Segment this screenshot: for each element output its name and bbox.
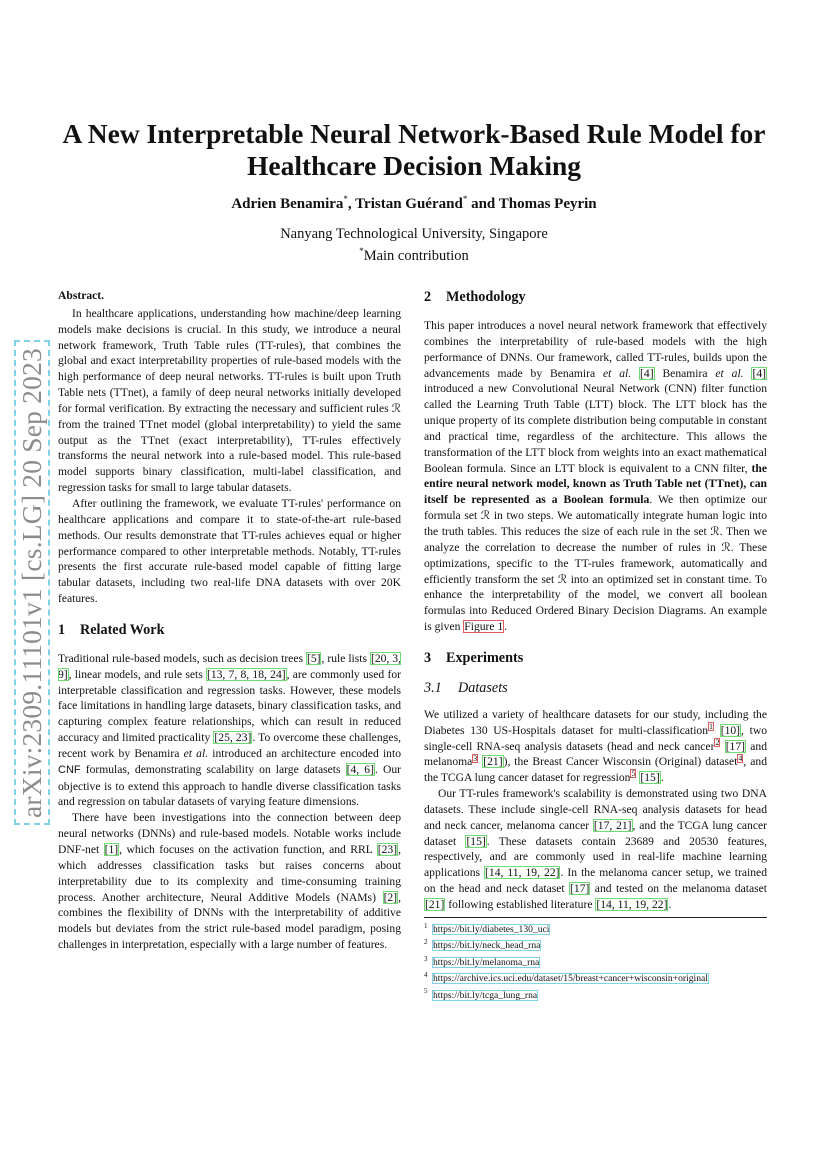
text-run: following established literature xyxy=(445,898,596,911)
footnote-link[interactable]: 5 xyxy=(631,769,636,779)
citation-link[interactable]: [5] xyxy=(306,651,321,665)
text-run: . Our objective is to extend this approach to handle diverse classification tasks and regression on tabular datasets of varying feature dimensions. xyxy=(58,762,401,809)
footnote-url-link[interactable]: https://bit.ly/neck_head_rna xyxy=(433,940,541,952)
text-run: There have been investigations into the connection between deep neural networks (DNNs) and rule-based models. Notable works include DNF-net xyxy=(58,811,401,856)
text-run: . These datasets contain 23689 and 20530 features, respectively, and are commonly used in real-life machine learning applications xyxy=(424,834,767,880)
body-paragraph xyxy=(424,786,767,913)
text-run: . xyxy=(668,898,672,911)
footnote-number: 2 xyxy=(424,938,428,947)
author-separator: and xyxy=(467,196,499,212)
section-title: Methodology xyxy=(446,289,526,305)
footnote-link[interactable]: 2 xyxy=(715,737,720,747)
body-paragraph xyxy=(58,651,401,810)
text-run: ), the Breast Cancer Wisconsin (Original) dataset xyxy=(503,755,738,769)
text-run: Benamira xyxy=(654,366,716,380)
footnote-url-link[interactable]: https://archive.ics.uci.edu/dataset/15/breast+cancer+wisconsin+original xyxy=(433,973,708,985)
text-run: CNF xyxy=(58,763,81,776)
footnote-link[interactable]: 3 xyxy=(473,753,478,763)
footnotes xyxy=(424,917,767,1002)
subsection-title: Datasets xyxy=(458,679,508,696)
text-run: et al. xyxy=(183,746,209,760)
footnote xyxy=(424,969,767,985)
text-run: Traditional rule-based models, such as decision trees xyxy=(58,651,306,665)
text-run: We utilized a variety of healthcare datasets for our study, including the Diabetes 130 US-Hospitals dataset for multi-classification xyxy=(424,707,767,737)
contribution-note-text: Main contribution xyxy=(363,247,469,264)
text-run: introduced an architecture encoded into xyxy=(208,746,401,760)
text-run: Our TT-rules framework's scalability is demonstrated using two DNA datasets. These include single-cell RNA-seq analysis datasets for head and neck cancer, melanoma cancer xyxy=(424,787,767,832)
section-title: Related Work xyxy=(80,621,165,638)
citation-link[interactable]: [4] xyxy=(640,366,654,380)
text-run: et al. xyxy=(715,366,744,380)
figure-link[interactable]: Figure 1 xyxy=(464,620,504,634)
subsection-heading-datasets xyxy=(424,679,767,697)
text-run: , which focuses on the activation function, and RRL xyxy=(119,843,377,856)
footnote-link[interactable]: 4 xyxy=(738,753,743,763)
citation-link[interactable]: [14, 11, 19, 22] xyxy=(485,866,560,880)
footnote-number: 4 xyxy=(424,971,428,980)
citation-link[interactable]: [4, 6] xyxy=(346,762,374,776)
text-run: . xyxy=(660,771,664,785)
footnote-link[interactable]: 1 xyxy=(709,721,714,731)
contribution-mark: * xyxy=(343,194,348,204)
citation-link[interactable]: [17, 21] xyxy=(593,818,632,832)
footnote xyxy=(424,985,767,1001)
citation-link[interactable]: [4] xyxy=(752,366,766,380)
body-paragraph xyxy=(424,707,767,786)
text-run: , two single-cell RNA-seq analysis datasets (head and neck cancer xyxy=(424,723,768,753)
subsection-number: 3.1 xyxy=(424,679,442,696)
citation-link[interactable]: [2] xyxy=(383,890,398,904)
text-run: , and the TCGA lung cancer dataset xyxy=(424,818,767,848)
contribution-mark: * xyxy=(359,246,364,256)
text-run: and tested on the melanoma dataset xyxy=(590,882,767,896)
citation-link[interactable]: [20, 3, 9] xyxy=(58,651,401,681)
contribution-mark: * xyxy=(462,194,468,204)
author-list xyxy=(0,194,828,213)
footnote-number: 5 xyxy=(424,987,428,996)
citation-link[interactable]: [17] xyxy=(725,739,746,753)
text-run: , rule lists xyxy=(321,651,370,665)
text-run: , combines the flexibility of DNNs with the interpretability of additive models but deviates from the strict rule-based model paradigm, posing challenges in interpretation, especially with a large number of features. xyxy=(58,890,401,952)
footnote-number: 3 xyxy=(424,954,428,963)
footnote-url-link[interactable]: https://bit.ly/tcga_lung_rna xyxy=(433,989,538,1001)
text-run: . To overcome these challenges, recent work by Benamira xyxy=(58,731,401,760)
citation-link[interactable]: [15] xyxy=(640,771,660,785)
footnote xyxy=(424,953,767,969)
section-heading-related-work xyxy=(58,621,401,639)
abstract-paragraph: In healthcare applications, understanding how machine/deep learning models make decisions is crucial. In this study, we introduce a neural network framework, Truth Table rules (TT-rules), that combines the global and exact interpretability properties of rule-based models with the high performance of deep neural networks. TT-rules is built upon Truth Table nets (TTnet), a family of deep neural networks initially developed for formal verification. By extracting the necessary and sufficient rules ℛ from the trained TTnet model (global interpretability) to yield the same output as the TTnet (exact interpretability), TT-rules effectively transforms the neural network into a rule-based model. This rule-based model supports binary classification, multi-label classification, and regression tasks for small to large tabular datasets. xyxy=(58,306,401,495)
paper-title: A New Interpretable Neural Network-Based Rule Model for Healthcare Decision Making xyxy=(62,118,766,181)
right-column xyxy=(424,288,767,1002)
text-run: , are commonly used for interpretable classification and regression tasks. However, these models face limitations in handling large datasets, binary classification tasks, and capturing complex feature relationships, which can result in reduced accuracy and limited practicality xyxy=(58,667,401,745)
footnote xyxy=(424,920,767,936)
text-run: et al. xyxy=(602,366,632,380)
citation-link[interactable]: [14, 11, 19, 22] xyxy=(596,898,668,911)
citation-link[interactable]: [23] xyxy=(377,843,398,856)
section-number: 3 xyxy=(424,649,432,666)
section-heading-experiments xyxy=(424,649,767,667)
citation-link[interactable]: [1] xyxy=(104,843,119,856)
citation-link[interactable]: [15] xyxy=(466,834,486,848)
institution: Nanyang Technological University, Singapore xyxy=(280,226,548,242)
text-run: and melanoma xyxy=(424,739,767,769)
author-separator: , xyxy=(347,196,356,212)
citation-link[interactable]: [21] xyxy=(483,755,503,769)
abstract-heading: Abstract. xyxy=(58,289,105,302)
footnote-url-link[interactable]: https://bit.ly/diabetes_130_uci xyxy=(433,924,550,936)
text-run: , which addresses classification tasks but raises concerns about interpretability due to its complexity and time-consuming training process. Another architecture, Neural Additive Models (NAMs) xyxy=(58,843,401,904)
section-number: 1 xyxy=(58,621,66,638)
footnote-url-link[interactable]: https://bit.ly/melanoma_rna xyxy=(433,956,540,968)
text-run: . In the melanoma cancer setup, we trained on the head and neck dataset xyxy=(424,866,767,896)
arxiv-identifier-stamp[interactable] xyxy=(14,340,50,825)
footnote-number: 1 xyxy=(424,921,428,930)
text-run: formulas, demonstrating scalability on large datasets xyxy=(80,762,346,776)
abstract-paragraph: After outlining the framework, we evaluate TT-rules' performance on healthcare applications and compare it to state-of-the-art rule-based methods. Our results demonstrate that TT-rules achieves equal or higher performance compared to other interpretable methods. Notably, TT-rules presents the first accurate rule-based model capable of fitting large tabular datasets, including two real-life DNA datasets with over 20K features. xyxy=(58,496,401,606)
text-run: . We then optimize our formula set ℛ in two steps. We automatically integrate human logic into the truth tables. This reduces the size of each rule in the set ℛ. Then we analyze the correlation to decrease the number of rules in ℛ. These optimizations, specific to the TT-rules framework, automatically and efficiently transform the set ℛ into an optimized set in constant time. To enhance the interpretability of the model, we convert all boolean formulas into Reduced Ordered Binary Decision Diagrams. An example is given xyxy=(424,493,767,634)
section-heading-methodology xyxy=(424,288,767,306)
contribution-note xyxy=(0,243,828,265)
section-number: 2 xyxy=(424,289,432,305)
citation-link[interactable]: [13, 7, 8, 18, 24] xyxy=(206,667,286,681)
left-column xyxy=(58,288,401,953)
citation-link[interactable]: [17] xyxy=(570,882,590,896)
affiliation xyxy=(0,226,828,265)
citation-link[interactable]: [10] xyxy=(720,723,741,737)
footnote xyxy=(424,936,767,952)
citation-link[interactable]: [25, 23] xyxy=(214,731,252,745)
body-paragraph xyxy=(58,810,401,953)
citation-link[interactable]: [21] xyxy=(425,898,445,911)
text-run: This paper introduces a novel neural network framework that effectively combines the interpretability of rule-based models with the high performance of DNNs. Our framework, called TT-rules, builds upon the advancements made by Benamira xyxy=(424,319,767,380)
author-name: Adrien Benamira xyxy=(231,196,344,212)
arxiv-identifier[interactable]: arXiv:2309.11101v1 [cs.LG] 20 Sep 2023 xyxy=(16,347,47,818)
body-paragraph xyxy=(424,318,767,635)
section-title: Experiments xyxy=(446,649,524,666)
text-run: , linear models, and rule sets xyxy=(68,667,206,681)
text-run: introduced a new Convolutional Neural Network (CNN) filter function called the Learning Truth Table (LTT) block. The LTT block has the unique property of its complete distribution being computable in constant and practical time, regardless of the architecture. This allows the transformation of the LTT block from weights into an exact mathematical Boolean formula. Since an LTT block is equivalent to a CNN filter, xyxy=(424,382,767,475)
author-name: Tristan Guérand xyxy=(355,196,463,212)
text-run: , and the TCGA lung cancer dataset for regression xyxy=(424,755,768,785)
text-run: . xyxy=(504,620,508,634)
text-run: the entire neural network model, known as Truth Table net (TTnet), can itself be represented as a Boolean formula xyxy=(424,461,767,507)
author-name: Thomas Peyrin xyxy=(498,196,597,212)
